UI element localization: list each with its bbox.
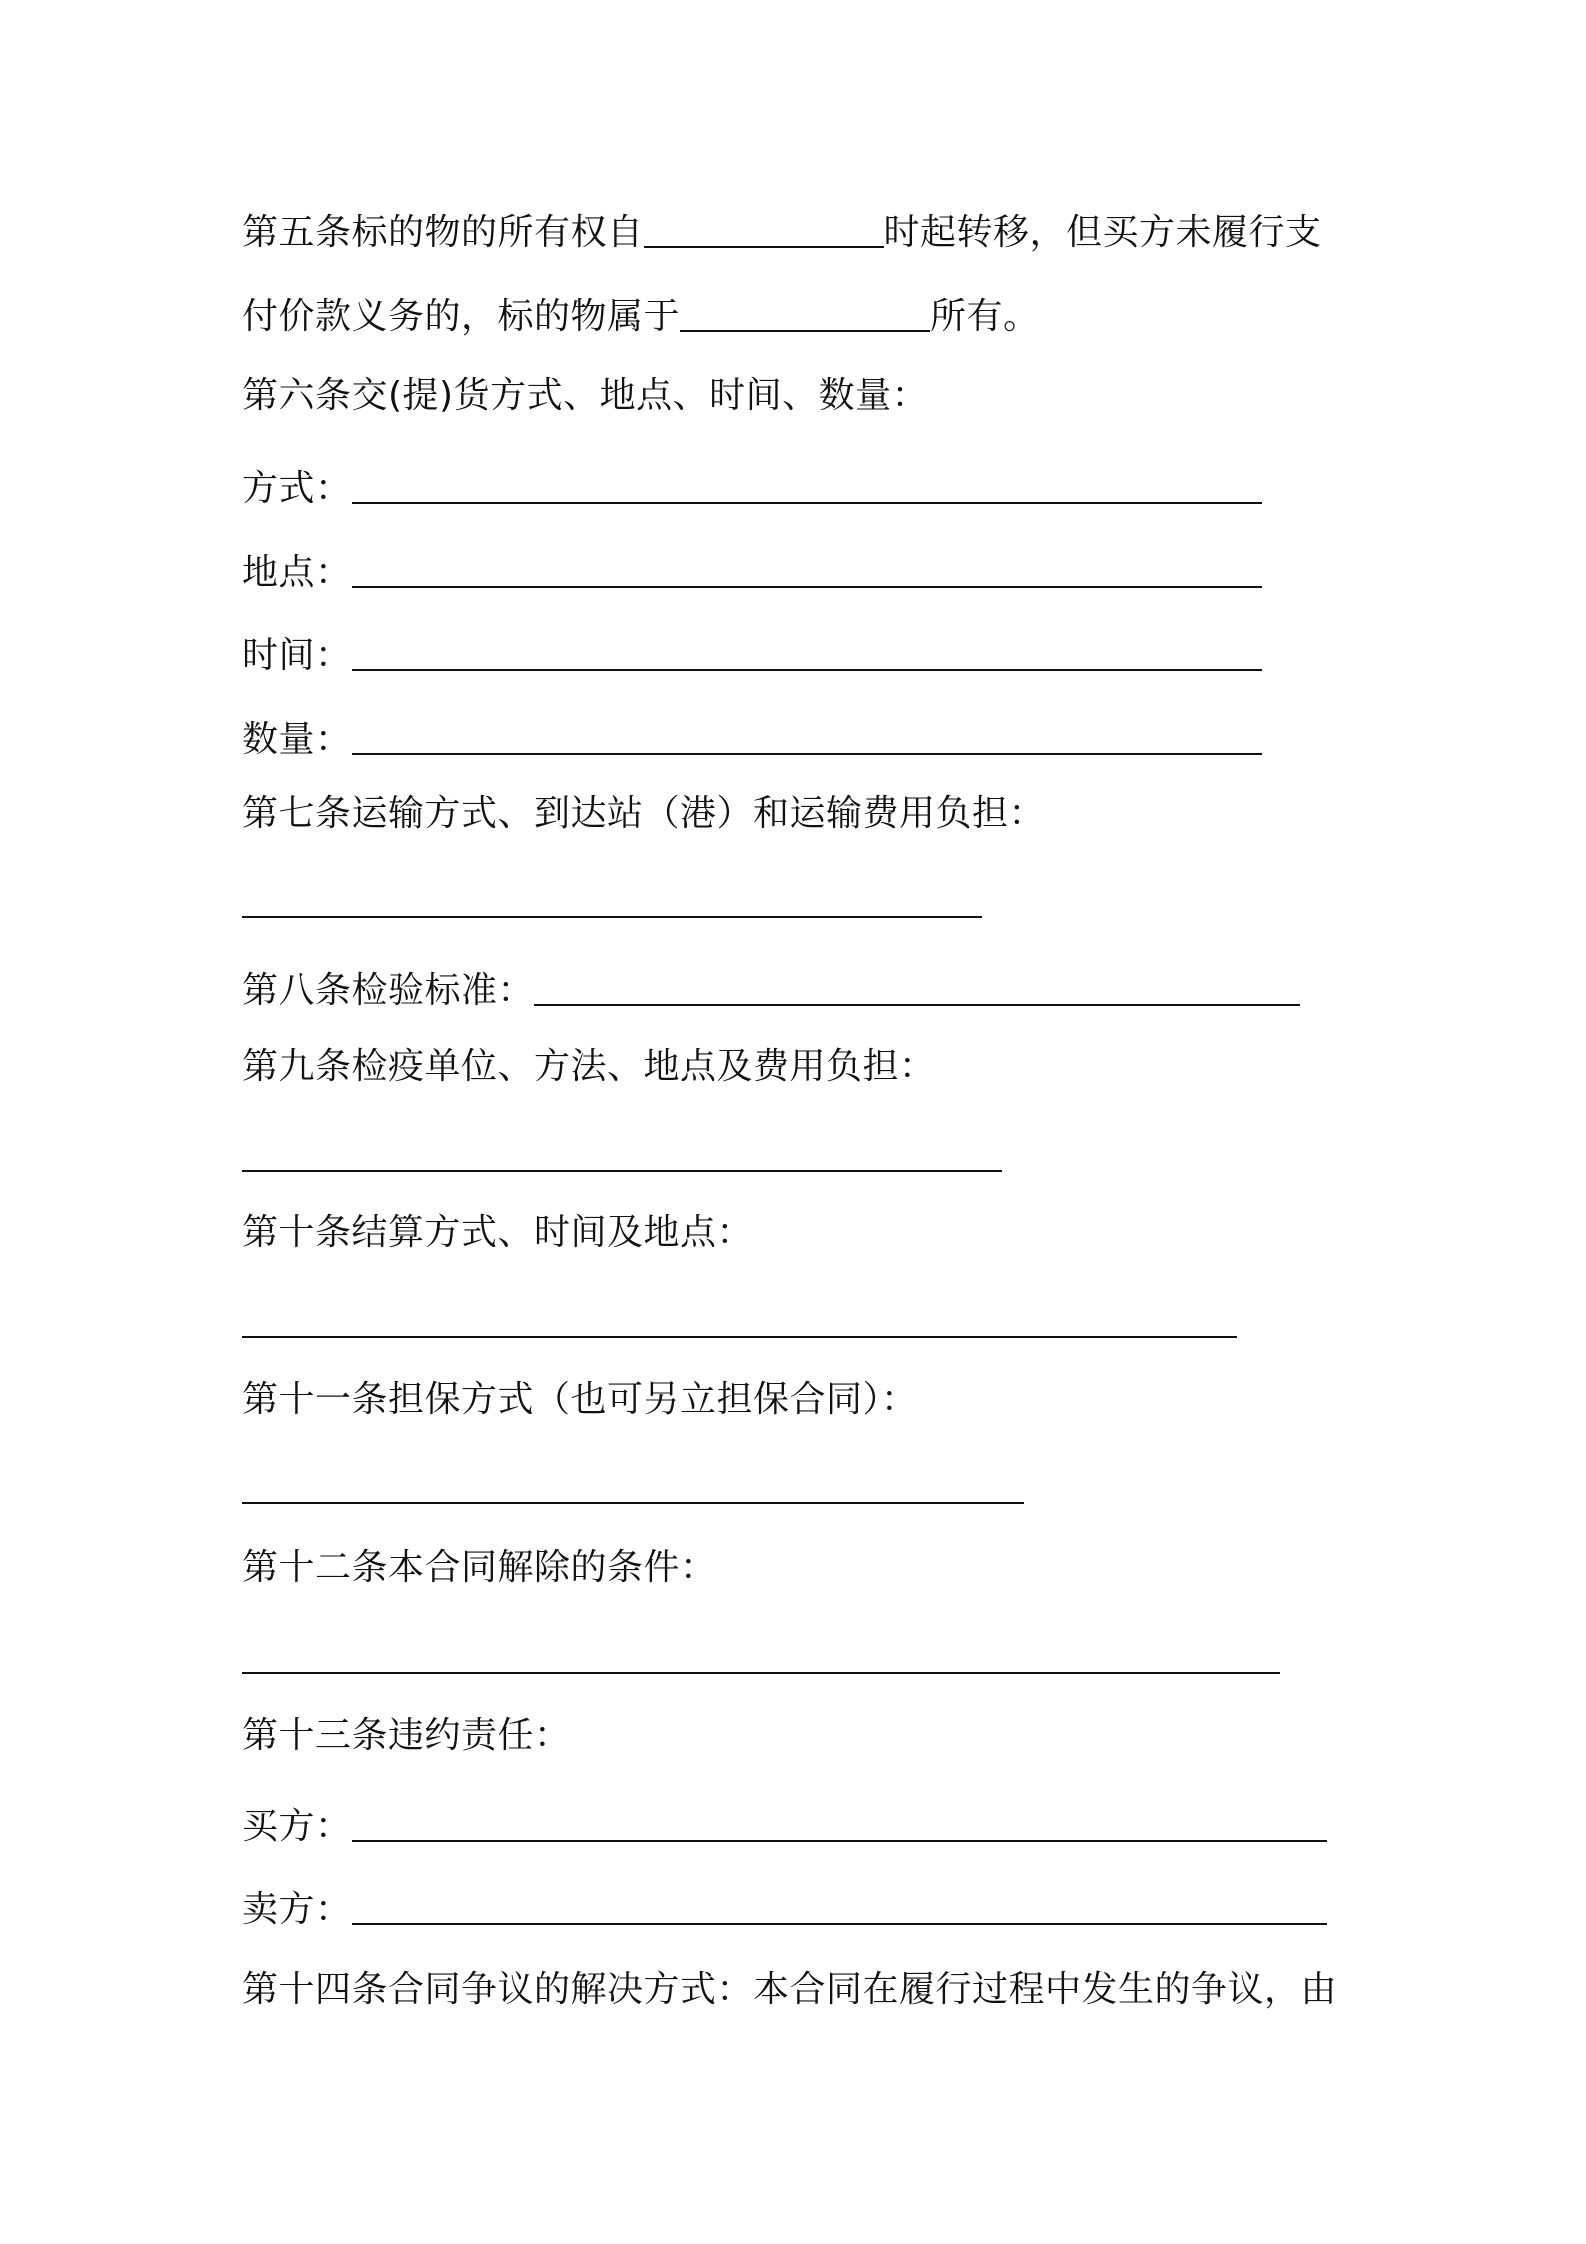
- article-13-heading: [242, 1712, 571, 1760]
- delivery-place-blank[interactable]: [352, 550, 1262, 588]
- quarantine-blank[interactable]: [242, 1170, 1002, 1172]
- article-8-text: 第八条检验标准：: [242, 970, 535, 1011]
- termination-blank[interactable]: [242, 1672, 1280, 1674]
- article-11-heading: [242, 1376, 918, 1424]
- delivery-quantity-blank[interactable]: [352, 717, 1262, 755]
- delivery-place-label: 地点：: [242, 552, 352, 593]
- buyer-liability-blank[interactable]: [352, 1804, 1327, 1842]
- article-9-heading: [242, 1043, 936, 1091]
- article-14-line: [242, 1966, 1337, 2014]
- article-7-text: 第七条运输方式、到达站（港）和运输费用负担：: [242, 793, 1046, 834]
- article-9-text: 第九条检疫单位、方法、地点及费用负担：: [242, 1046, 936, 1087]
- delivery-quantity-line: [242, 713, 1262, 764]
- ownership-holder-blank[interactable]: [680, 294, 930, 332]
- guarantee-blank[interactable]: [242, 1502, 1024, 1504]
- article-5-text-c: 付价款义务的，标的物属于: [242, 296, 681, 337]
- ownership-transfer-time-blank[interactable]: [644, 210, 884, 248]
- article-6-text: 第六条交(提)货方式、地点、时间、数量：: [242, 375, 929, 416]
- article-13-text: 第十三条违约责任：: [242, 1715, 571, 1756]
- article-12-text: 第十二条本合同解除的条件：: [242, 1547, 717, 1588]
- article-10-heading: [242, 1209, 753, 1257]
- article-8-line: [242, 964, 1300, 1015]
- delivery-time-line: [242, 629, 1262, 680]
- seller-liability-line: [242, 1883, 1327, 1934]
- article-5-text-d: 所有。: [930, 296, 1040, 337]
- buyer-liability-line: [242, 1800, 1327, 1851]
- article-11-text: 第十一条担保方式（也可另立担保合同）：: [242, 1379, 918, 1420]
- article-6-heading: [242, 372, 928, 420]
- buyer-label: 买方：: [242, 1806, 352, 1847]
- delivery-method-blank[interactable]: [352, 466, 1262, 504]
- article-14-text: 第十四条合同争议的解决方式：本合同在履行过程中发生的争议，由: [242, 1969, 1338, 2010]
- transport-blank[interactable]: [242, 916, 982, 918]
- delivery-place-line: [242, 546, 1262, 597]
- article-5-line-2: [242, 290, 1040, 341]
- delivery-method-label: 方式：: [242, 468, 352, 509]
- article-12-heading: [242, 1544, 717, 1592]
- article-5-text-a: 第五条标的物的所有权自: [242, 212, 644, 253]
- article-5-line-1: [242, 206, 1322, 257]
- article-5-text-b: 时起转移，但买方未履行支: [883, 212, 1322, 253]
- delivery-time-blank[interactable]: [352, 633, 1262, 671]
- delivery-time-label: 时间：: [242, 635, 352, 676]
- article-10-text: 第十条结算方式、时间及地点：: [242, 1212, 754, 1253]
- inspection-standard-blank[interactable]: [534, 968, 1300, 1006]
- delivery-method-line: [242, 462, 1262, 513]
- delivery-quantity-label: 数量：: [242, 719, 352, 760]
- seller-label: 卖方：: [242, 1889, 352, 1930]
- settlement-blank[interactable]: [242, 1336, 1237, 1338]
- seller-liability-blank[interactable]: [352, 1887, 1327, 1925]
- article-7-heading: [242, 790, 1045, 838]
